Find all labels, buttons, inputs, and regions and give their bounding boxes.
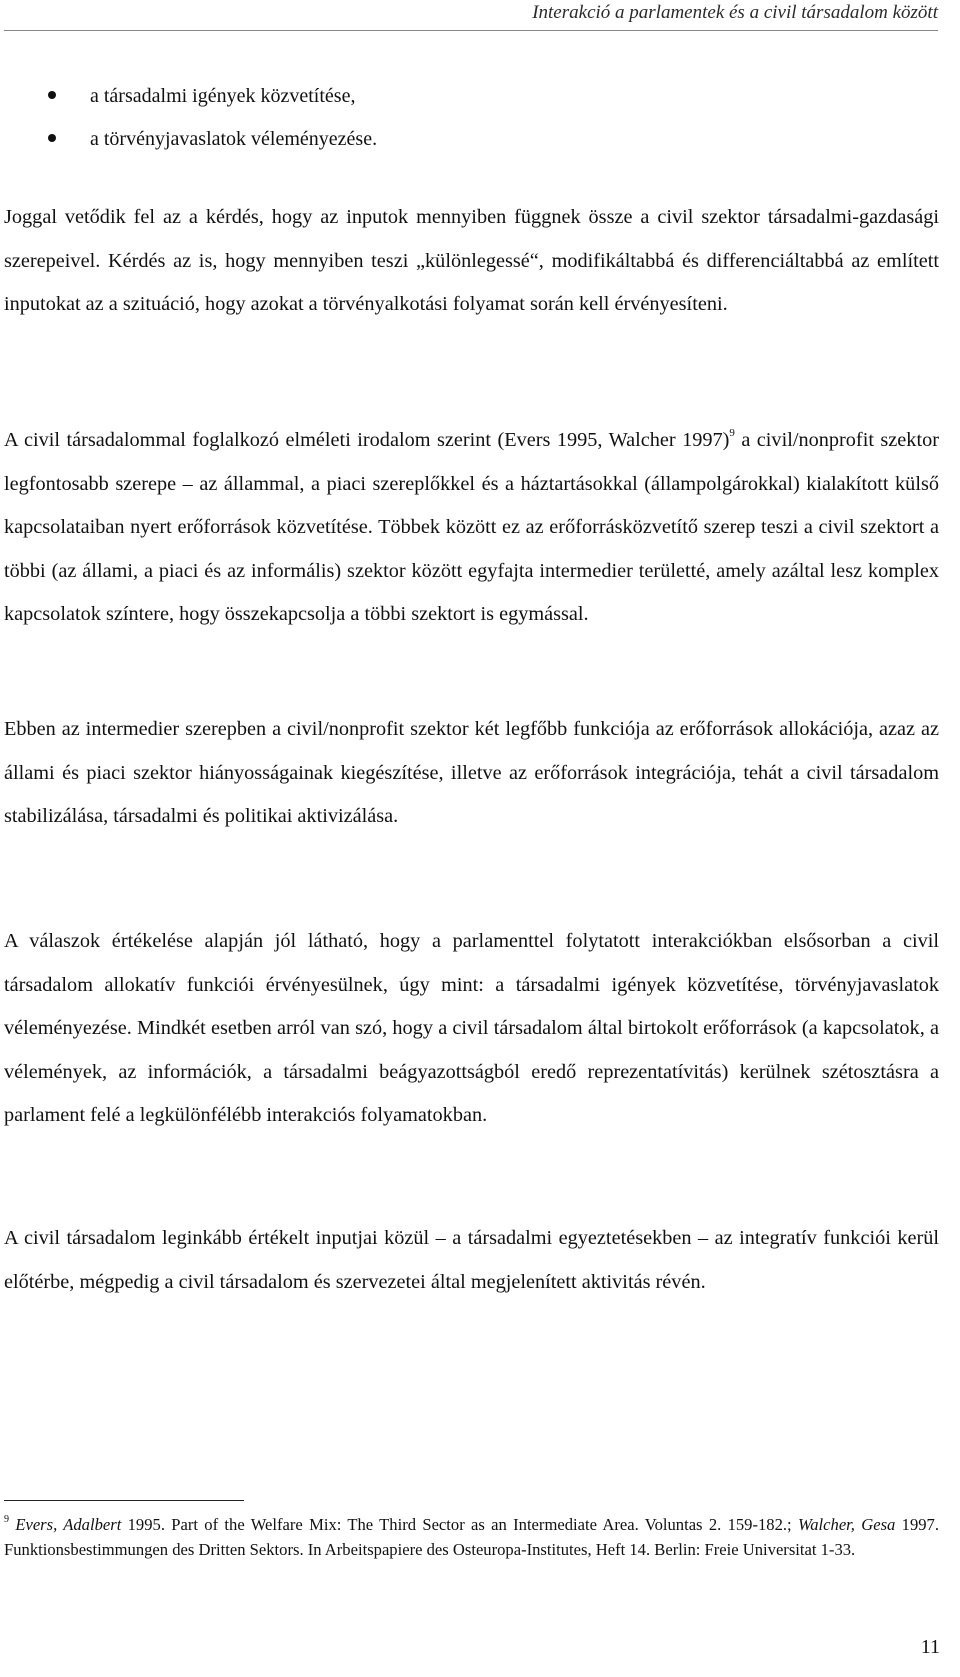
bullet-item xyxy=(48,121,377,164)
paragraph-civil-theory xyxy=(4,412,939,637)
footnote-author: Walcher, Gesa xyxy=(797,1515,896,1534)
bullet-dot-icon xyxy=(48,134,56,142)
bullet-text: a társadalmi igények közvetítése, xyxy=(90,85,356,107)
footnote-rule xyxy=(4,1500,244,1501)
footnote-text: 1997. Funktionsbestimmungen des Dritten Sektors. In Arbeitspapiere des Osteuropa-Institutes, Heft 14. Berlin: Freie Universitat 1-33. xyxy=(4,1515,939,1559)
header-rule xyxy=(4,30,938,31)
footnote-number: 9 xyxy=(4,1514,9,1525)
footnote-author: Evers, Adalbert xyxy=(15,1515,122,1534)
bullet-list xyxy=(48,78,377,164)
footnote-ref[interactable]: 9 xyxy=(729,427,735,439)
bullet-text: a törvényjavaslatok véleményezése. xyxy=(90,128,378,150)
bullet-dot-icon xyxy=(48,91,56,99)
footnote-text: 1995. Part of the Welfare Mix: The Third Sector as an Intermediate Area. Voluntas 2. 159-182.; xyxy=(121,1515,798,1534)
paragraph-text: A civil társadalommal foglalkozó elméleti irodalom szerint (Evers 1995, Walcher 1997) xyxy=(4,429,730,451)
paragraph-intermediary: Ebben az intermedier szerepben a civil/nonprofit szektor két legfőbb funkciója az erőforrások allokációja, azaz az állami és piaci szektor hiányosságainak kiegészítése, illetve az erőforrások integrációja, tehát a civil társadalom stabilizálása, társadalmi és politikai aktivizálása. xyxy=(4,718,939,827)
paragraph-text: a civil/nonprofit szektor legfontosabb szerepe – az állammal, a piaci szereplőkkel és a háztartásokkal (állampolgárokkal) kialakított külső kapcsolataiban nyert erőforrások közvetítése. Többek között ez az erőforrásközvetítő szerep teszi a civil szektort a többi (az állami, a piaci és az informális) szektor között egyfajta intermedier területté, amely azáltal lesz komplex kapcsolatok színtere, hogy összekapcsolja a többi szektort is egymással. xyxy=(4,429,939,625)
paragraph-integrative: A civil társadalom leginkább értékelt inputjai közül – a társadalmi egyeztetésekben – az integratív funkciói kerül előtérbe, mégpedig a civil társadalom és szervezetei által megjelenített aktivitás révén. xyxy=(4,1227,939,1293)
paragraph-responses: A válaszok értékelése alapján jól látható, hogy a parlamenttel folytatott interakciókban elsősorban a civil társadalom allokatív funkciói érvényesülnek, úgy mint: a társadalmi igények közvetítése, törvényjavaslatok véleményezése. Mindkét esetben arról van szó, hogy a civil társadalom által birtokolt erőforrások (a kapcsolatok, a vélemények, az információk, a társadalmi beágyazottságból eredő reprezentatívitás) kerülnek szétosztásra a parlament felé a legkülönfélébb interakciós folyamatokban. xyxy=(4,930,939,1126)
running-header: Interakció a parlamentek és a civil társadalom között xyxy=(532,2,938,23)
page-number: 11 xyxy=(920,1636,940,1658)
footnote xyxy=(4,1507,939,1562)
bullet-item xyxy=(48,78,377,121)
paragraph-inputs: Joggal vetődik fel az a kérdés, hogy az inputok mennyiben függnek össze a civil szektor társadalmi-gazdasági szerepeivel. Kérdés az is, hogy mennyiben teszi „különlegessé“, modifikáltabbá és differenciáltabbá az említett inputokat az a szituáció, hogy azokat a törvényalkotási folyamat során kell érvényesíteni. xyxy=(4,206,939,315)
